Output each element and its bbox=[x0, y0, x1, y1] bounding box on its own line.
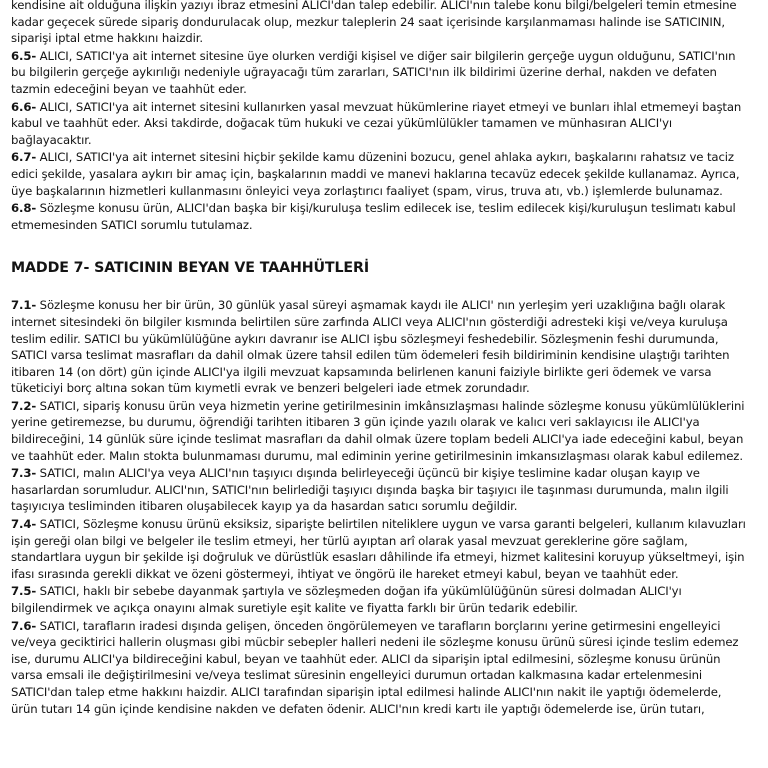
clause-7-5: 7.5- SATICI, haklı bir sebebe dayanmak şartıyla ve sözleşmeden doğan ifa yükümlülüğünün süresi dolmadan ALICI'yı bilgilendirmek ve açıkça onayını almak suretiyle eşit kalite ve fiyatta farklı bir ürün tedarik edebilir. bbox=[11, 584, 682, 615]
clause-7-3: 7.3- SATICI, malın ALICI'ya veya ALICI'nın taşıyıcı dışında belirleyeceği üçüncü bir kişiye teslimine kadar oluşan kayıp ve hasarlardan sorumludur. ALICI'nın, SATICI'nın belirlediği taşıyıcı dışında başka bir taşıyıcı ile taşınması durumunda, malın ilgili taşıyıcıya tesliminden itibaren oluşabilecek kayıp ya da hasardan satıcı sorumlu değildir. bbox=[11, 466, 729, 514]
clause-6-7: 6.7- ALICI, SATICI'ya ait internet sitesini hiçbir şekilde kamu düzenini bozucu, genel ahlaka aykırı, başkalarını rahatsız ve taciz edici şekilde, yasalara aykırı bir amaç için, başkalarının maddi ve manevi haklarına tecavüz edecek şekilde kullanamaz. Ayrıca, üye başkalarının hizmetleri kullanmasını önleyici veya zorlaştırıcı faaliyet (spam, virus, truva atı, vb.) işlemlerde bulunamaz. bbox=[11, 150, 740, 198]
intro-paragraph: kendisine ait olduğuna ilişkin yazıyı ibraz etmesini ALICI'dan talep edebilir. ALICI'nın talebe konu bilgi/belgeleri temin etmesine kadar geçecek sürede sipariş dondurulacak olup, mezkur taleplerin 24 saat içerisinde karşılanmaması halinde ise SATICININ, siparişi iptal etme hakkını haizdir. bbox=[11, 0, 737, 46]
clause-7-4: 7.4- SATICI, Sözleşme konusu ürünü eksiksiz, siparişte belirtilen niteliklere uygun ve varsa garanti belgeleri, kullanım kılavuzları işin gereği olan bilgi ve belgeler ile teslim etmeyi, her türlü ayıptan arî olarak yasal mevzuat gereklerine göre sağlam, standartlara uygun bir şekilde işi doğruluk ve dürüstlük esasları dâhilinde ifa etmeyi, hizmet kalitesini koruyup yükseltmeyi, işin ifası sırasında gerekli dikkat ve özeni göstermeyi, ihtiyat ve öngörü ile hareket etmeyi kabul, beyan ve taahhüt eder. bbox=[11, 517, 746, 581]
clause-6-5: 6.5- ALICI, SATICI'ya ait internet sitesine üye olurken verdiği kişisel ve diğer sair bilgilerin gerçeğe uygun olduğunu, SATICI'nın bu bilgilerin gerçeğe aykırılığı nedeniyle uğrayacağı tüm zararları, SATICI'nın ilk bildirimi üzerine derhal, nakden ve defaten tazmin edeceğini beyan ve taahhüt eder. bbox=[11, 48, 736, 96]
clause-number: 6.6- bbox=[11, 99, 37, 114]
clause-number: 7.4- bbox=[11, 517, 37, 532]
clause-number: 7.2- bbox=[11, 398, 37, 413]
clause-7-1: 7.1- Sözleşme konusu her bir ürün, 30 günlük yasal süreyi aşmamak kaydı ile ALICI' nın yerleşim yeri uzaklığına bağlı olarak internet sitesindeki ön bilgiler kısmında belirtilen süre zarfında ALICI veya ALICI'nın gösterdiği adresteki kişi ve/veya kuruluşa teslim edilir. SATICI bu yükümlülüğüne aykırı davranır ise ALICI işbu sözleşmeyi feshedebilir. Sözleşmenin feshi durumunda, SATICI varsa teslimat masrafları da dahil olmak üzere tahsil edilen tüm ödemeleri fesih bildiriminin kendisine ulaştığı tarihten itibaren 14 (on dört) gün içinde ALICI'ya ilgili mevzuat kapsamında belirlenen kanuni faiziyle birlikte geri ödemek ve varsa tüketiciyi borç altına sokan tüm kıymetli evrak ve benzeri belgeleri iade etmek zorundadır. bbox=[11, 298, 730, 396]
document-body bbox=[11, 0, 756, 718]
clause-number: 7.6- bbox=[11, 618, 37, 633]
clause-number: 7.5- bbox=[11, 584, 37, 599]
clause-number: 7.3- bbox=[11, 466, 37, 481]
clause-7-2: 7.2- SATICI, sipariş konusu ürün veya hizmetin yerine getirilmesinin imkânsızlaşması halinde sözleşme konusu yükümlülüklerini yerine getiremezse, bu durumu, öğrendiği tarihten itibaren 3 gün içinde yazılı olarak ve kalıcı veri saklayıcısı ile ALICI'ya bildireceğini, 14 günlük süre içinde teslimat masrafları da dahil olmak üzere toplam bedeli ALICI'ya iade edeceğini kabul, beyan ve taahhüt eder. Malın stokta bulunmaması durumu, mal ediminin yerine getirilmesinin imkansızlaşması olarak kabul edilemez. bbox=[11, 398, 745, 463]
clause-number: 6.7- bbox=[11, 150, 37, 165]
clause-number: 6.5- bbox=[11, 48, 37, 63]
clause-6-6: 6.6- ALICI, SATICI'ya ait internet sitesini kullanırken yasal mevzuat hükümlerine riayet etmeyi ve bunları ihlal etmemeyi baştan kabul ve taahhüt eder. Aksi takdirde, doğacak tüm hukuki ve cezai yükümlülükler tamamen ve münhasıran ALICI'yı bağlayacaktır. bbox=[11, 99, 742, 147]
clause-number: 7.1- bbox=[11, 298, 37, 313]
clause-number: 6.8- bbox=[11, 201, 37, 216]
clause-7-6: 7.6- SATICI, tarafların iradesi dışında gelişen, önceden öngörülemeyen ve tarafların borçlarını yerine getirmesini engelleyici ve/veya geciktirici hallerin oluşması gibi mücbir sebepler halleri nedeni ile sözleşme konusu ürünü süresi içinde teslim edemez ise, durumu ALICI'ya bildireceğini kabul, beyan ve taahhüt eder. ALICI da siparişin iptal edilmesini, sözleşme konusu ürünün varsa emsali ile değiştirilmesini ve/veya teslimat süresinin engelleyici durumun ortadan kalkmasına kadar ertelenmesini SATICI'dan talep etme hakkını haizdir. ALICI tarafından siparişin iptal edilmesi halinde ALICI'nın nakit ile yaptığı ödemelerde, ürün tutarı 14 gün içinde kendisine nakden ve defaten ödenir. ALICI'nın kredi kartı ile yaptığı ödemelerde ise, ürün tutarı, bbox=[11, 618, 739, 716]
section-heading: MADDE 7- SATICININ BEYAN VE TAAHHÜTLERİ bbox=[11, 260, 370, 277]
clause-6-8: 6.8- Sözleşme konusu ürün, ALICI'dan başka bir kişi/kuruluşa teslim edilecek ise, teslim edilecek kişi/kuruluşun teslimatı kabul etmemesinden SATICI sorumlu tutulamaz. bbox=[11, 201, 736, 232]
